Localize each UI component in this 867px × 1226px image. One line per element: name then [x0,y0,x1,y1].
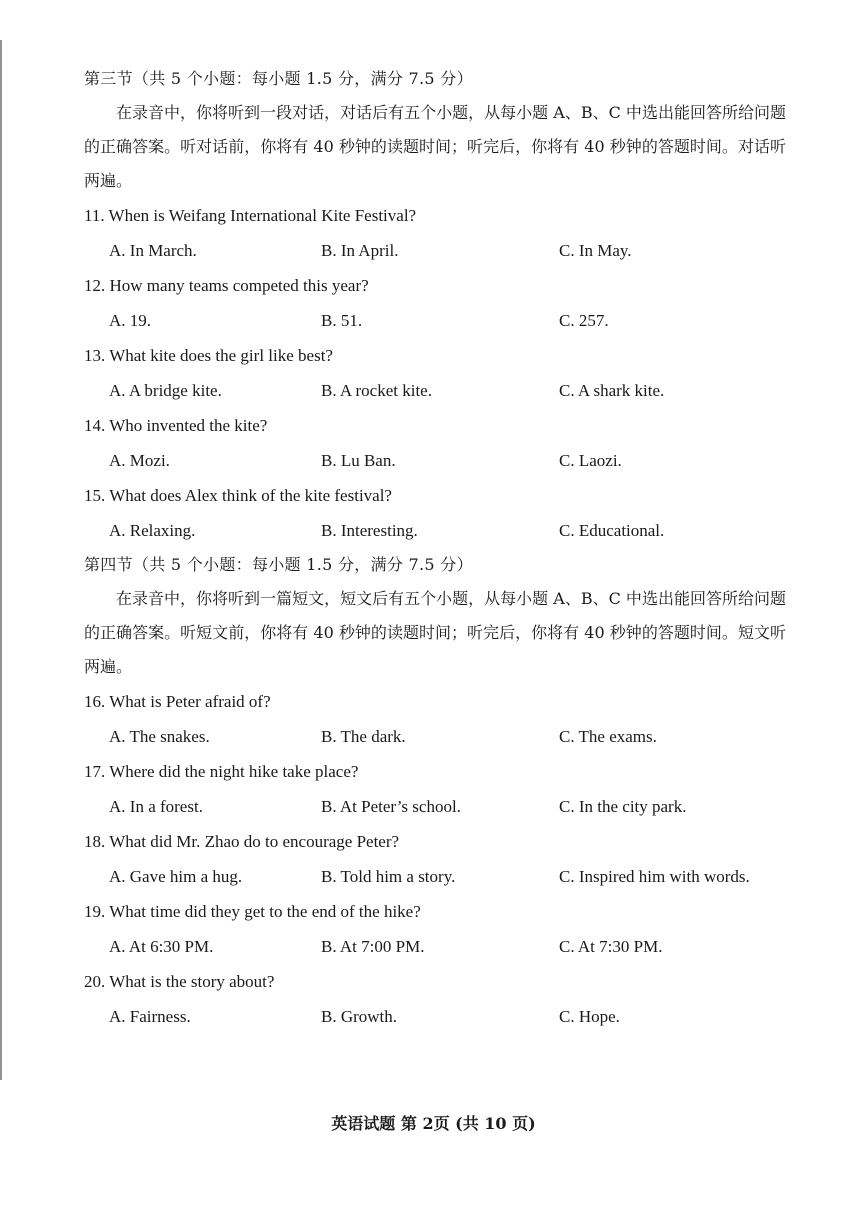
option-row [84,513,786,548]
question-12 [84,268,786,338]
option-row [84,443,786,478]
scan-page-edge [0,40,2,1080]
option-a: A. Fairness. [109,1007,191,1026]
option-c: C. Hope. [559,1007,620,1026]
page-footer: 英语试题 第 2页 (共 10 页) [331,1114,536,1133]
question-20 [84,964,786,1034]
option-row [84,373,786,408]
option-a: A. At 6:30 PM. [109,937,214,956]
option-b: B. A rocket kite. [321,381,432,400]
option-row [84,999,786,1034]
option-a: A. 19. [109,311,152,330]
option-b: B. Told him a story. [321,867,456,886]
option-b: B. The dark. [321,727,406,746]
option-c: C. In May. [559,241,632,260]
option-c: C. Inspired him with words. [559,867,750,886]
section-3-intro: 在录音中，你将听到一段对话，对话后有五个小题，从每小题 A、B、C 中选出能回答所给问题的正确答案。听对话前，你将有 40 秒钟的读题时间；听完后，你将有 40 秒钟的答题时间。对话听两遍。 [84,103,786,190]
option-b: B. At 7:00 PM. [321,937,425,956]
question-stem: 12. How many teams competed this year? [84,276,369,295]
option-c: C. Laozi. [559,451,622,470]
question-stem: 11. When is Weifang International Kite Festival? [84,206,417,225]
question-stem: 20. What is the story about? [84,972,275,991]
question-stem: 19. What time did they get to the end of the hike? [84,902,421,921]
option-c: C. 257. [559,311,609,330]
section-4-intro: 在录音中，你将听到一篇短文，短文后有五个小题，从每小题 A、B、C 中选出能回答所给问题的正确答案。听短文前，你将有 40 秒钟的读题时间；听完后，你将有 40 秒钟的答题时间。短文听两遍。 [84,589,786,676]
option-b: B. Growth. [321,1007,398,1026]
option-row [84,859,786,894]
option-b: B. Interesting. [321,521,418,540]
option-a: A. Relaxing. [109,521,196,540]
option-a: A. The snakes. [109,727,210,746]
section-4-title: 第四节（共 5 个小题：每小题 1.5 分，满分 7.5 分） [84,555,473,574]
question-stem: 18. What did Mr. Zhao do to encourage Peter? [84,832,400,851]
option-b: B. 51. [321,311,363,330]
question-11 [84,198,786,268]
option-row [84,929,786,964]
option-c: C. Educational. [559,521,665,540]
option-c: C. In the city park. [559,797,687,816]
option-c: C. The exams. [559,727,657,746]
option-c: C. A shark kite. [559,381,665,400]
option-row [84,233,786,268]
option-a: A. Mozi. [109,451,170,470]
question-stem: 13. What kite does the girl like best? [84,346,333,365]
question-18 [84,824,786,894]
question-14 [84,408,786,478]
option-a: A. In a forest. [109,797,203,816]
exam-page-content [84,62,786,1034]
option-row [84,789,786,824]
question-19 [84,894,786,964]
option-a: A. In March. [109,241,197,260]
question-stem: 15. What does Alex think of the kite festival? [84,486,392,505]
question-stem: 14. Who invented the kite? [84,416,268,435]
option-a: A. A bridge kite. [109,381,222,400]
option-b: B. Lu Ban. [321,451,396,470]
question-stem: 17. Where did the night hike take place? [84,762,359,781]
question-stem: 16. What is Peter afraid of? [84,692,271,711]
question-16 [84,684,786,754]
option-a: A. Gave him a hug. [109,867,243,886]
option-b: B. In April. [321,241,399,260]
question-17 [84,754,786,824]
option-row [84,719,786,754]
section-3-title: 第三节（共 5 个小题：每小题 1.5 分，满分 7.5 分） [84,69,473,88]
option-c: C. At 7:30 PM. [559,937,663,956]
option-row [84,303,786,338]
question-15 [84,478,786,548]
question-13 [84,338,786,408]
option-b: B. At Peter’s school. [321,797,461,816]
